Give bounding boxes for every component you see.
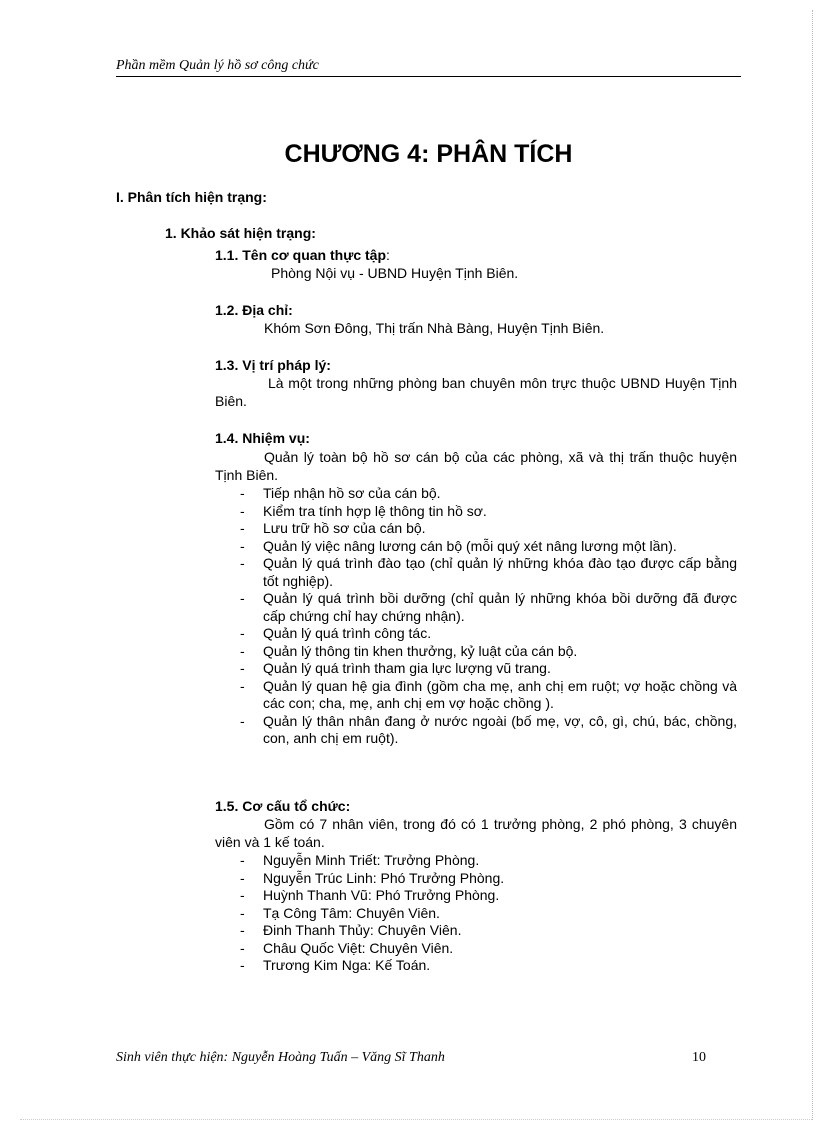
page-header: Phần mềm Quản lý hồ sơ công chức (116, 58, 741, 77)
list-item: - Quản lý thân nhân đang ở nước ngoài (bố mẹ, vợ, cô, gì, chú, bác, chồng, con, anh chị em ruột). (240, 712, 737, 746)
list-item: - Kiểm tra tính hợp lệ thông tin hồ sơ. (240, 502, 487, 519)
list-item: - Nguyễn Trúc Linh: Phó Trưởng Phòng. (240, 869, 505, 886)
s15-heading: 1.5. Cơ cấu tổ chức: (215, 798, 351, 814)
list-item: - Quản lý thông tin khen thưởng, kỷ luật của cán bộ. (240, 642, 578, 659)
list-item: - Huỳnh Thanh Vũ: Phó Trưởng Phòng. (240, 887, 500, 903)
list-item: - Tạ Công Tâm: Chuyên Viên. (240, 904, 440, 921)
s13-text: Là một trong những phòng ban chuyên môn trực thuộc UBND Huyện Tịnh Biên. (215, 375, 737, 409)
sub-section-heading: 1. Khảo sát hiện trạng: (165, 225, 316, 241)
page-edge-right (812, 10, 814, 1120)
s11-heading: 1.1. Tên cơ quan thực tập (215, 247, 387, 263)
s11-colon: : (386, 247, 390, 263)
list-item: - Quản lý quá trình đào tạo (chỉ quản lý những khóa đào tạo được cấp bằng tốt nghiệp). (240, 555, 737, 589)
list-item: - Tiếp nhận hồ sơ của cán bộ. (240, 485, 441, 501)
list-item: - Châu Quốc Việt: Chuyên Viên. (240, 939, 454, 956)
s14-intro: Quản lý toàn bộ hồ sơ cán bộ của các phòng, xã và thị trấn thuộc huyện Tịnh Biên. (215, 449, 737, 483)
s15-intro: Gồm có 7 nhân viên, trong đó có 1 trưởng phòng, 2 phó phòng, 3 chuyên viên và 1 kế toán. (215, 816, 737, 850)
s14-heading: 1.4. Nhiệm vụ: (215, 430, 310, 446)
s12-heading: 1.2. Địa chỉ: (215, 302, 293, 318)
list-item: - Lưu trữ hồ sơ của cán bộ. (240, 520, 426, 536)
s11-heading-line (215, 247, 390, 265)
list-item: - Trương Kim Nga: Kế Toán. (240, 957, 431, 973)
section-heading: I. Phân tích hiện trạng: (116, 189, 267, 205)
page-footer (116, 1050, 716, 1066)
list-item: - Quản lý quá trình công tác. (240, 625, 432, 641)
list-item: - Đinh Thanh Thủy: Chuyên Viên. (240, 922, 462, 938)
page-edge-bottom (20, 1119, 812, 1121)
s14-task-list (215, 485, 737, 748)
list-item: - Quản lý việc nâng lương cán bộ (mỗi quý xét nâng lương một lần). (240, 537, 677, 554)
list-item: - Quản lý quá trình tham gia lực lượng vũ trang. (240, 660, 551, 676)
s12-text: Khóm Sơn Đông, Thị trấn Nhà Bàng, Huyện Tịnh Biên. (264, 320, 605, 336)
page-number: 10 (692, 1050, 706, 1065)
chapter-title: CHƯƠNG 4: PHÂN TÍCH (284, 140, 573, 168)
list-item: - Nguyễn Minh Triết: Trưởng Phòng. (240, 852, 480, 868)
s11-text: Phòng Nội vụ - UBND Huyện Tịnh Biên. (271, 265, 519, 281)
footer-authors: Sinh viên thực hiện: Nguyễn Hoàng Tuấn – Văng Sĩ Thanh (116, 1050, 445, 1065)
list-item: - Quản lý quá trình bồi dưỡng (chỉ quản lý những khóa bồi dưỡng đã được cấp chứng chỉ hay chứng nhận). (240, 590, 737, 624)
s15-staff-list (215, 852, 737, 975)
s13-heading: 1.3. Vị trí pháp lý: (215, 357, 331, 373)
list-item: - Quản lý quan hệ gia đình (gồm cha mẹ, anh chị em ruột; vợ hoặc chồng và các con; cha, mẹ, anh chị em vợ hoặc chồng ). (240, 677, 737, 711)
